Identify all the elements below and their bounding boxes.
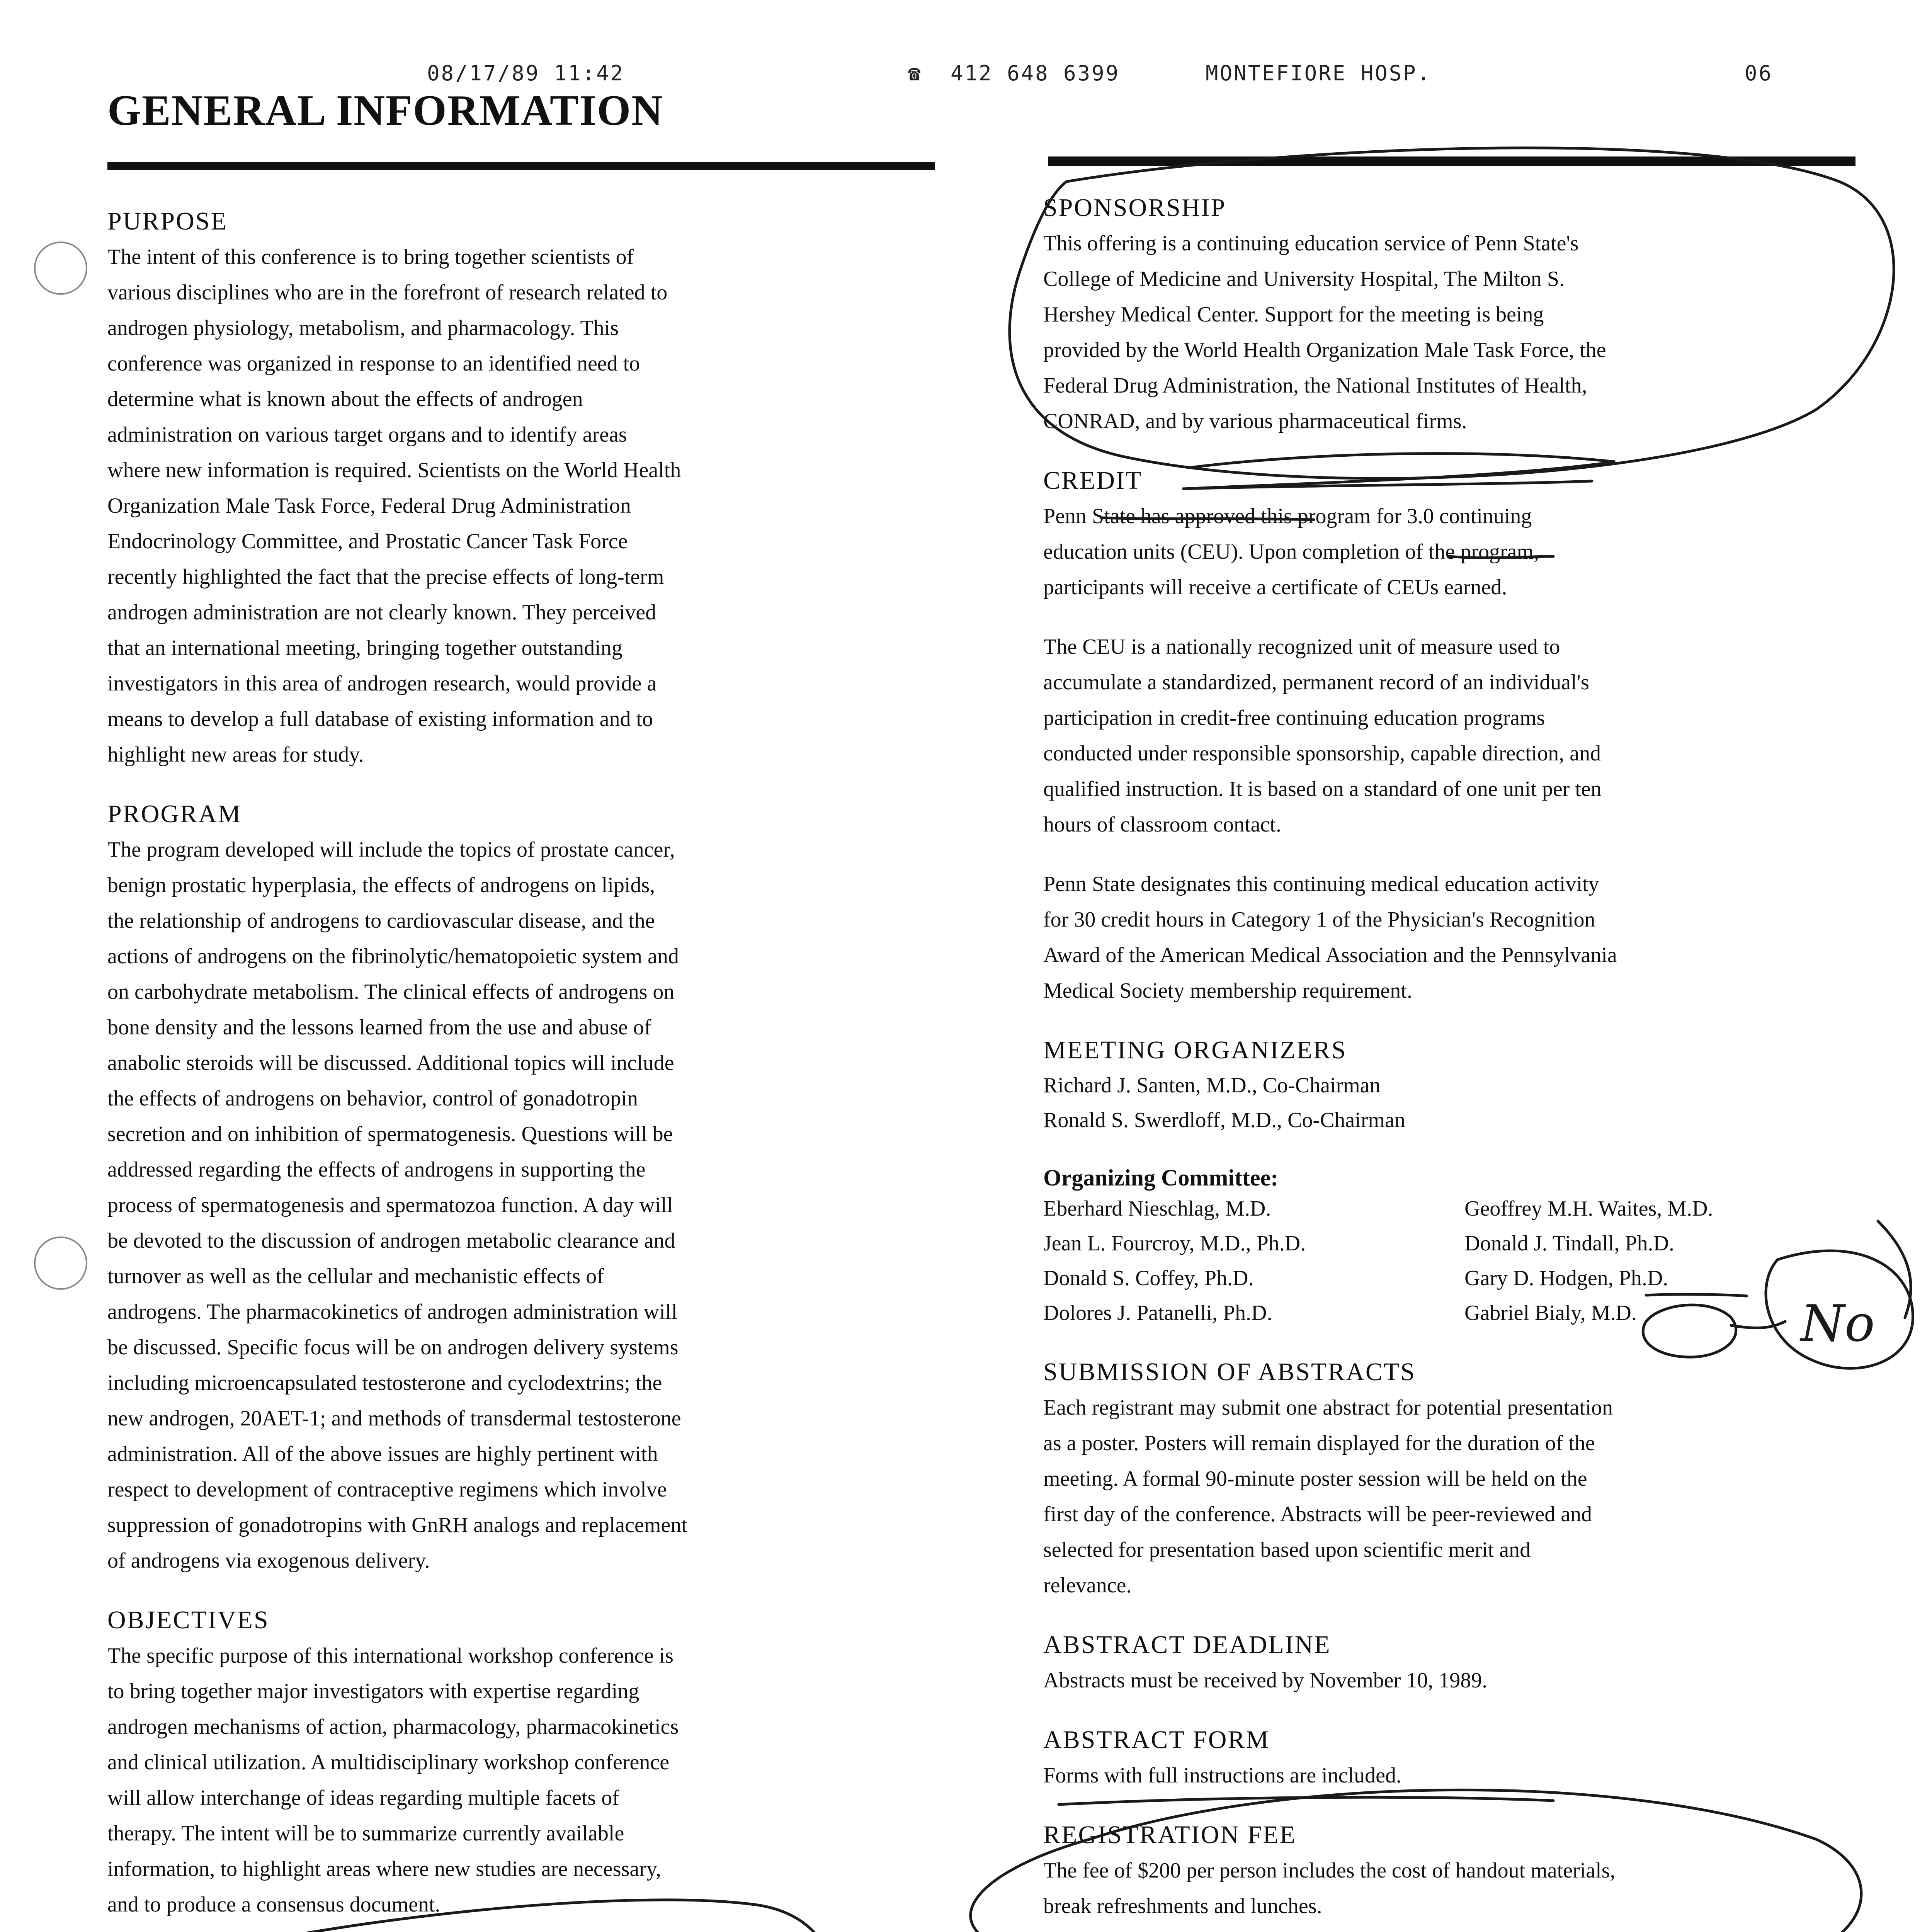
md-circle-mark <box>1643 1305 1736 1357</box>
text-line: means to develop a full database of existing information and to <box>107 707 653 731</box>
text-line: where new information is required. Scientists on the World Health <box>107 458 681 482</box>
text-line: This offering is a continuing education service of Penn State's <box>1043 231 1579 255</box>
sponsorship-circle-mark <box>1010 148 1894 478</box>
text-line: for 30 credit hours in Category 1 of the Physician's Recognition <box>1043 908 1595 932</box>
fax-datetime: 08/17/89 11:42 <box>427 61 625 85</box>
section-heading: MEETING ORGANIZERS <box>1043 1036 1347 1064</box>
text-line: be devoted to the discussion of androgen metabolic clearance and <box>107 1229 675 1253</box>
text-line: conducted under responsible sponsorship, capable direction, and <box>1043 742 1601 765</box>
text-line: therapy. The intent will be to summarize currently available <box>107 1821 624 1845</box>
text-line: hours of classroom contact. <box>1043 813 1281 837</box>
text-line: Medical Society membership requirement. <box>1043 979 1412 1003</box>
section-heading: CREDIT <box>1043 466 1143 495</box>
text-line: Endocrinology Committee, and Prostatic Cancer Task Force <box>107 529 628 553</box>
committee-member: Dolores J. Patanelli, Ph.D. <box>1043 1301 1272 1325</box>
text-line: be discussed. Specific focus will be on androgen delivery systems <box>107 1335 679 1359</box>
text-line: qualified instruction. It is based on a standard of one unit per ten <box>1043 777 1602 801</box>
text-line: turnover as well as the cellular and mechanistic effects of <box>107 1264 604 1288</box>
fax-phone: 412 648 6399 <box>951 61 1120 85</box>
section-heading: ABSTRACT FORM <box>1043 1726 1270 1754</box>
organizer-name: Richard J. Santen, M.D., Co-Chairman <box>1043 1073 1381 1097</box>
text-line: The intent of this conference is to bring together scientists of <box>107 245 634 269</box>
text-line: Penn State designates this continuing medical education activity <box>1043 872 1599 896</box>
section-heading: SPONSORSHIP <box>1043 194 1226 222</box>
credit-strikethrough-mark <box>1101 518 1553 558</box>
text-line: process of spermatogenesis and spermatozoa function. A day will <box>107 1193 673 1217</box>
committee-member: Gary D. Hodgen, Ph.D. <box>1464 1266 1668 1290</box>
committee-member: Eberhard Nieschlag, M.D. <box>1043 1197 1271 1221</box>
organizer-name: Ronald S. Swerdloff, M.D., Co-Chairman <box>1043 1108 1405 1132</box>
text-line: of androgens via exogenous delivery. <box>107 1549 430 1573</box>
text-line: The specific purpose of this international workshop conference is <box>107 1644 673 1668</box>
fax-sender: MONTEFIORE HOSP. <box>1206 61 1432 85</box>
text-line: including microencapsulated testosterone and cyclodextrins; the <box>107 1371 662 1395</box>
handwritten-no-note: No <box>1801 1294 1875 1353</box>
text-line: Forms with full instructions are included. <box>1043 1764 1401 1787</box>
section-heading: OBJECTIVES <box>107 1606 269 1634</box>
text-line: Penn State has approved this program for 3.0 continuing <box>1043 504 1532 528</box>
text-line: androgen physiology, metabolism, and pharmacology. This <box>107 316 619 340</box>
text-line: Abstracts must be received by November 10, 1989. <box>1043 1668 1488 1692</box>
text-line: Hershey Medical Center. Support for the meeting is being <box>1043 303 1544 327</box>
text-line: highlight new areas for study. <box>107 743 364 767</box>
fax-page-number: 06 <box>1745 61 1773 85</box>
text-line: new androgen, 20AET-1; and methods of transdermal testosterone <box>107 1406 681 1430</box>
text-line: benign prostatic hyperplasia, the effects of androgens on lipids, <box>107 873 655 897</box>
section-heading: PROGRAM <box>107 800 242 828</box>
section-heading: ABSTRACT DEADLINE <box>1043 1631 1331 1659</box>
fee-circle-mark <box>971 1790 1861 1932</box>
hodgen-strikethrough-mark <box>1646 1294 1747 1296</box>
text-line: CONRAD, and by various pharmaceutical firms. <box>1043 409 1467 433</box>
text-line: to bring together major investigators with expertise regarding <box>107 1679 639 1703</box>
text-line: androgen mechanisms of action, pharmacology, pharmacokinetics <box>107 1715 679 1739</box>
section-heading: REGISTRATION FEE <box>1043 1821 1296 1849</box>
text-line: determine what is known about the effects of androgen <box>107 387 583 411</box>
text-line: actions of androgens on the fibrinolytic/hematopoietic system and <box>107 944 679 968</box>
text-line: The program developed will include the topics of prostate cancer, <box>107 838 675 862</box>
text-line: selected for presentation based upon scientific merit and <box>1043 1538 1531 1562</box>
committee-member: Jean L. Fourcroy, M.D., Ph.D. <box>1043 1231 1306 1255</box>
committee-member: Gabriel Bialy, M.D. <box>1464 1301 1637 1325</box>
text-line: respect to development of contraceptive regimens which involve <box>107 1478 667 1502</box>
text-line: administration on various target organs and to identify areas <box>107 423 627 447</box>
text-line: will allow interchange of ideas regarding multiple facets of <box>107 1786 619 1810</box>
consensus-circle-mark <box>90 1900 838 1932</box>
phone-icon: ☎ <box>908 61 922 85</box>
text-line: relevance. <box>1043 1573 1132 1597</box>
text-line: participation in credit-free continuing education programs <box>1043 706 1545 730</box>
text-line: that an international meeting, bringing together outstanding <box>107 636 622 660</box>
text-line: accumulate a standardized, permanent record of an individual's <box>1043 670 1589 694</box>
text-line: various disciplines who are in the forefront of research related to <box>107 281 668 304</box>
committee-heading: Organizing Committee: <box>1043 1165 1279 1190</box>
text-line: androgen administration are not clearly known. They perceived <box>107 600 656 624</box>
text-line: Federal Drug Administration, the National Institutes of Health, <box>1043 374 1587 398</box>
text-line: conference was organized in response to an identified need to <box>107 352 640 376</box>
text-line: recently highlighted the fact that the precise effects of long-term <box>107 565 664 589</box>
text-line: The CEU is a nationally recognized unit of measure used to <box>1043 635 1560 659</box>
text-line: the relationship of androgens to cardiovascular disease, and the <box>107 909 655 933</box>
text-line: androgens. The pharmacokinetics of androgen administration will <box>107 1300 677 1324</box>
text-line: College of Medicine and University Hospital, The Milton S. <box>1043 267 1565 291</box>
text-line: as a poster. Posters will remain displayed for the duration of the <box>1043 1431 1595 1455</box>
text-line: on carbohydrate metabolism. The clinical effects of androgens on <box>107 980 675 1004</box>
text-line: Each registrant may submit one abstract for potential presentation <box>1043 1396 1613 1420</box>
text-line: first day of the conference. Abstracts will be peer-reviewed and <box>1043 1502 1592 1526</box>
text-line: administration. All of the above issues are highly pertinent with <box>107 1442 658 1466</box>
text-line: participants will receive a certificate of CEUs earned. <box>1043 575 1507 599</box>
text-line: suppression of gonadotropins with GnRH analogs and replacement <box>107 1513 687 1537</box>
text-line: and clinical utilization. A multidisciplinary workshop conference <box>107 1750 670 1774</box>
section-heading: SUBMISSION OF ABSTRACTS <box>1043 1358 1416 1386</box>
committee-member: Donald S. Coffey, Ph.D. <box>1043 1266 1254 1290</box>
section-heading: PURPOSE <box>107 207 228 235</box>
text-line: education units (CEU). Upon completion of the program, <box>1043 540 1539 564</box>
text-line: provided by the World Health Organization Male Task Force, the <box>1043 338 1606 362</box>
text-line: break refreshments and lunches. <box>1043 1894 1322 1918</box>
committee-member: Donald J. Tindall, Ph.D. <box>1464 1231 1674 1255</box>
text-line: the effects of androgens on behavior, control of gonadotropin <box>107 1087 638 1111</box>
text-line: secretion and on inhibition of spermatogenesis. Questions will be <box>107 1122 673 1146</box>
text-line: investigators in this area of androgen research, would provide a <box>107 672 657 696</box>
text-line: addressed regarding the effects of androgens in supporting the <box>107 1158 646 1182</box>
text-line: information, to highlight areas where new studies are necessary, <box>107 1857 662 1881</box>
text-line: anabolic steroids will be discussed. Additional topics will include <box>107 1051 674 1075</box>
committee-member: Geoffrey M.H. Waites, M.D. <box>1464 1197 1713 1221</box>
text-line: bone density and the lessons learned from the use and abuse of <box>107 1015 651 1039</box>
text-line: Award of the American Medical Association and the Pennsylvania <box>1043 943 1617 967</box>
text-line: Organization Male Task Force, Federal Drug Administration <box>107 494 631 518</box>
text-line: and to produce a consensus document. <box>107 1893 440 1917</box>
text-line: The fee of $200 per person includes the cost of handout materials, <box>1043 1859 1616 1883</box>
text-line: meeting. A formal 90-minute poster session will be held on the <box>1043 1467 1587 1491</box>
page-title: GENERAL INFORMATION <box>107 87 664 134</box>
